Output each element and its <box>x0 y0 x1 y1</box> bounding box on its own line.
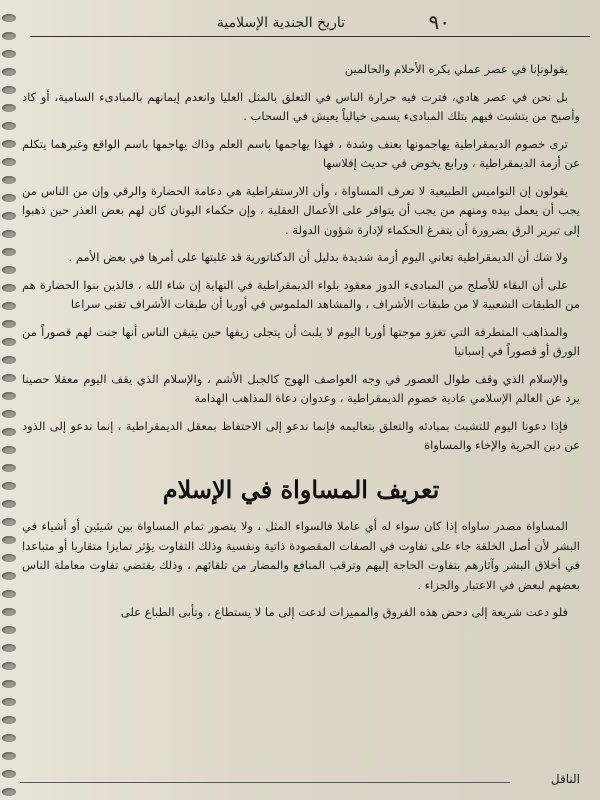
binding-hole <box>2 608 16 616</box>
binding-hole <box>2 500 16 508</box>
binding-hole <box>2 248 16 256</box>
binding-hole <box>2 428 16 436</box>
paragraph: والمذاهب المتطرفة التي تغزو موجتها أوربا اليوم لا يلبث أن يتجلى زيفها حين يتيقن الناس أنها جنت لهم قصوراً من الورق أو قصوراً في إسبانيا <box>22 324 580 358</box>
binding-hole <box>2 338 16 346</box>
binding-hole <box>2 86 16 94</box>
binding-hole <box>2 194 16 202</box>
running-title: تاريخ الجندية الإسلامية <box>216 15 345 31</box>
binding-hole <box>2 104 16 112</box>
binding-hole <box>2 284 16 292</box>
binding-hole <box>2 554 16 562</box>
binding-hole <box>2 122 16 130</box>
binding-hole <box>2 788 16 796</box>
page-number: ٩٠ <box>428 10 450 34</box>
binding-hole <box>2 734 16 742</box>
binding-hole <box>2 626 16 634</box>
binding-hole <box>2 356 16 364</box>
document-body <box>22 60 580 631</box>
paragraph: يقولونإنا في عصر عملي بكره الأحلام والحالمين <box>344 62 568 76</box>
binding-hole <box>2 140 16 148</box>
paragraph: على أن البقاء للأصلح من المبادىء الدوز معقود بلواء الديمقراطية في النهاية إن شاء الله ، فالذين بنوا الحضارة هم من الطبقات الشعبية لا من طبقات الأشراف ، والمشاهد الملموس في أوربا أن طبقات الأشراف تفنى سراعا <box>22 277 580 311</box>
footer-label: الناقل <box>550 772 580 786</box>
binding-hole <box>2 680 16 688</box>
binding-hole <box>2 302 16 310</box>
paragraph: المساواة مصدر ساواه إذا كان سواء له أي عاملا فالسواء المثل ، ولا يتصور تمام المساواة بين شيئين أو أشياء في البشر لأن أصل الخلقة جاء على تفاوت في الصفات المقصودة ذاتية ونفسية وذلك التفاوت يؤثر تمايزا متقاربا أو متباعدا في أخلاق البشر وآثارهم بتفاوت الحاجة إليهم وترقب المنافع والمضار من تلقائهم ، وذلك يقتضي تفاوت معاملة الناس بعضهم لبعض في الاعتبار والجزاء . <box>22 519 580 592</box>
binding-hole <box>2 590 16 598</box>
binding-hole <box>2 176 16 184</box>
footer-rule <box>20 782 510 783</box>
spiral-binding <box>0 0 24 800</box>
binding-hole <box>2 392 16 400</box>
binding-hole <box>2 572 16 580</box>
binding-hole <box>2 320 16 328</box>
binding-hole <box>2 518 16 526</box>
binding-hole <box>2 374 16 382</box>
section-heading: تعريف المساواة في الإسلام <box>162 474 440 504</box>
binding-hole <box>2 716 16 724</box>
binding-hole <box>2 662 16 670</box>
binding-hole <box>2 230 16 238</box>
paragraph: فإذا دعونا اليوم للتشبث بمبادئه والتعلق بتعاليمه فإنما ندعو إلى الاحتفاظ بمعقل الديمقراطية ، إنما ندعو إلى الذود عن دين الحرية والإخاء والمساواة <box>22 418 580 452</box>
paragraph: فلو دعت شريعة إلى دحض هذه الفروق والمميزات لدعت إلى ما لا يستطاع ، وتأبى الطباع على <box>120 605 568 619</box>
binding-hole <box>2 644 16 652</box>
page-header <box>30 10 590 37</box>
binding-hole <box>2 158 16 166</box>
paragraph: ترى خصوم الديمقراطية يهاجمونها بعنف وشدة ، فهذا يهاجمها باسم العلم وذاك يهاجمها باسم الواقع وغيرهما يتكلم عن أزمة الديمقراطية ، ورابع يخوض في حديث إفلاسها <box>22 136 580 170</box>
binding-hole <box>2 536 16 544</box>
paragraph: بل نحن في عصر هادي، فترت فيه حرارة الناس في التعلق بالمثل العليا وانعدم إيمانهم بالمبادىء السامية، أو كاد وأصبح من يتشبث فيهم بتلك المبادىء يسمى خيالياً يعيش في السحاب . <box>22 89 580 123</box>
binding-hole <box>2 266 16 274</box>
paragraph: ولا شك أن الديمقراطية تعاني اليوم أزمة شديدة بدليل أن الدكتاتورية قد غلبتها على أمرها في بعض الأمم . <box>68 250 568 264</box>
binding-hole <box>2 482 16 490</box>
paragraph: والإسلام الذي وقف طوال العصور في وجه العواصف الهوج كالجبل الأشم ، والإسلام الذي يقف اليوم معقلا حصينا يرد عن العالم الإسلامي عادية خصوم الديمقراطية ، وعدوان دعاة المذاهب الهدامة <box>22 371 580 405</box>
paragraph: يقولون إن النواميس الطبيعية لا تعرف المساواة ، وأن الارستقراطية هي دعامة الحضارة والرقي وإن من الناس من يجب أن يعمل بيده ومنهم من يجب أن يتوافر على الأعمال العقلية ، وإن حكماء اليونان كان لهم بعض العذر حين ذهبوا إلى تبرير الرق بضرورة أن يتفرغ الحكماء لإدارة شؤون الدولة . <box>22 183 580 237</box>
binding-hole <box>2 446 16 454</box>
binding-hole <box>2 410 16 418</box>
binding-hole <box>2 68 16 76</box>
binding-hole <box>2 32 16 40</box>
binding-hole <box>2 752 16 760</box>
binding-hole <box>2 14 16 22</box>
binding-hole <box>2 698 16 706</box>
binding-hole <box>2 212 16 220</box>
binding-hole <box>2 770 16 778</box>
binding-hole <box>2 464 16 472</box>
page-footer <box>20 770 580 792</box>
binding-hole <box>2 50 16 58</box>
